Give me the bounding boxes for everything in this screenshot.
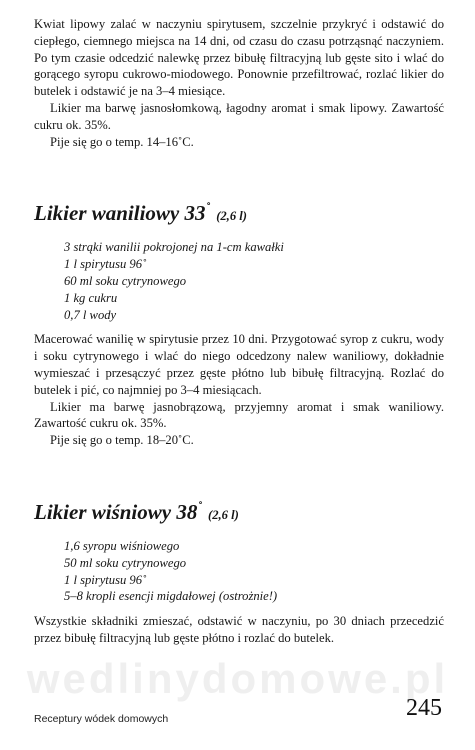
recipe-yield: (2,6 l) [216,209,247,224]
ingredient-item: 1 l spirytusu 96˚ [64,572,147,587]
page-body [34,16,444,647]
intro-paragraph-2: Likier ma barwę jasnosłomkową, łagodny aromat i smak lipowy. Zawartość cukru ok. 35%. [34,100,444,132]
ingredient-item: 1,6 syropu wiśniowego [64,538,180,553]
ingredient-item: 3 strąki wanilii pokrojonej na 1-cm kawałki [64,240,284,255]
recipe-paragraph: Pije się go o temp. 18–20˚C. [50,433,194,448]
intro-paragraph-3: Pije się go o temp. 14–16˚C. [50,134,194,149]
ingredient-item: 50 ml soku cytrynowego [64,555,187,570]
recipe-paragraph: Macerować wanilię w spirytusie przez 10 dni. Przygotować syrop z cukru, wody i soku cytrynowego i wlać do niego odcedzony nalew waniliowy, dokładnie wymieszać i przesączyć przez gęste płótno lub bibułę filtracyjną. Rozlać do butelek i pić, co najmniej po 3–4 miesiącach. [34,332,444,397]
ingredient-item: 5–8 kropli esencji migdałowej (ostrożnie!) [64,589,278,604]
degree-sign: ˚ [197,499,203,515]
recipe-paragraph: Wszystkie składniki zmieszać, odstawić w naczyniu, po 30 dniach przecedzić przez bibułę filtracyjną lub gęste płótno i rozlać do butelek. [34,614,444,645]
intro-paragraph-1: Kwiat lipowy zalać w naczyniu spirytusem, szczelnie przykryć i odstawić do ciepłego, ciemnego miejsca na 14 dni, od czasu do czasu potrząsnąć naczyniem. Po tym czasie odcedzić nalewkę przez bibułę filtracyjną lub gęste sito i wlać do gorącego syropu cukrowo-miodowego. Ponownie przefiltrować, rozlać likier do butelek i odstawić je na 3–4 miesiące. [34,17,444,99]
ingredient-item: 1 l spirytusu 96˚ [64,257,147,272]
ingredient-list [34,239,444,323]
ingredient-list [34,538,444,605]
ingredient-item: 60 ml soku cytrynowego [64,273,187,288]
recipe-title [34,495,444,528]
degree-sign: ˚ [205,201,211,217]
recipe-vanilla [34,196,444,449]
recipe-cherry [34,495,444,647]
book-title-footer: Receptury wódek domowych [34,713,169,725]
page-number: 245 [406,695,442,721]
recipe-paragraph: Likier ma barwę jasnobrązową, przyjemny aromat i smak waniliowy. Zawartość cukru ok. 35%. [34,399,444,431]
ingredient-item: 1 kg cukru [64,290,118,305]
watermark: wedlinydomowe.pl [26,655,449,702]
recipe-title [34,196,444,229]
recipe-title-text: Likier waniliowy 33 [34,201,206,226]
intro-section [34,16,444,150]
ingredient-item: 0,7 l wody [64,307,117,322]
recipe-yield: (2,6 l) [208,507,239,522]
recipe-title-text: Likier wiśniowy 38 [34,499,198,524]
